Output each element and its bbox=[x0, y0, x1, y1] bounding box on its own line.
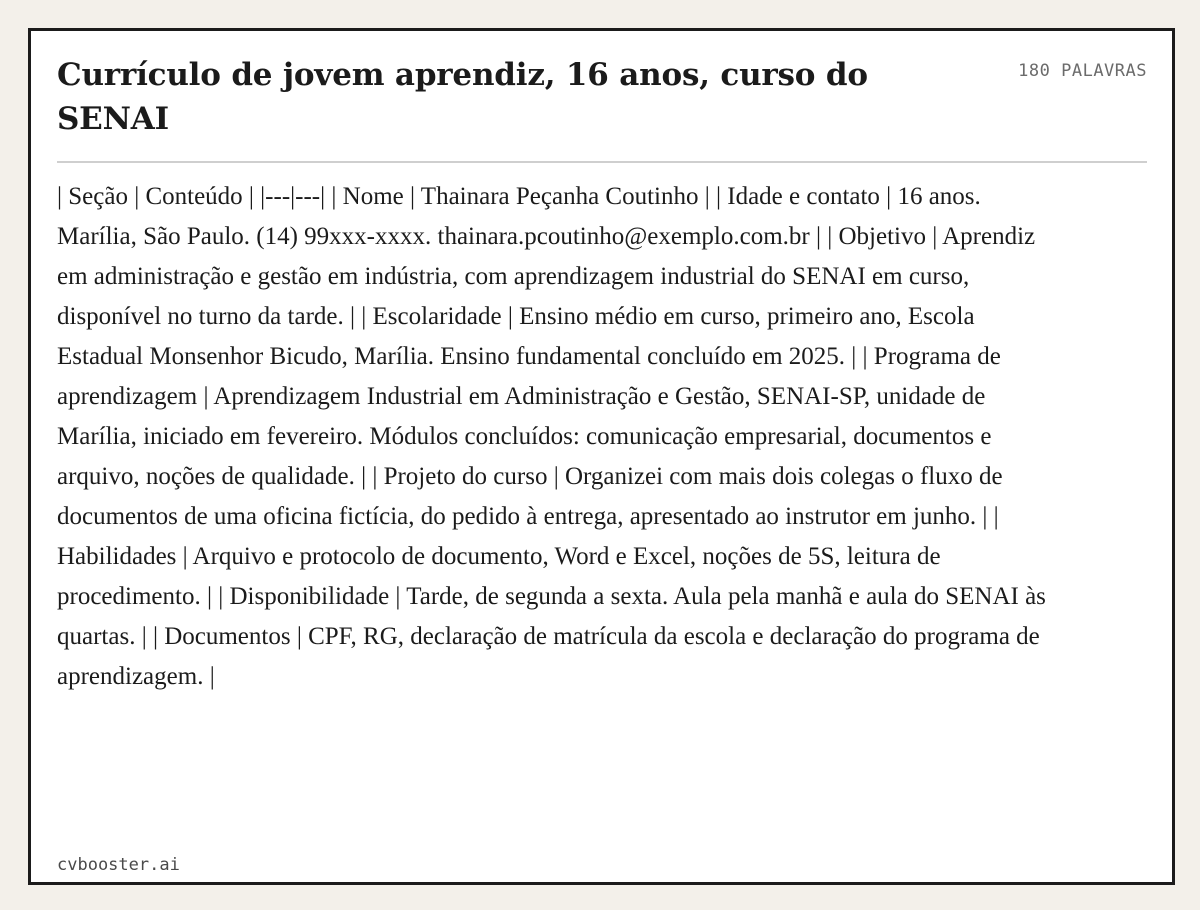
document-header bbox=[57, 53, 1147, 163]
document-body: | Seção | Conteúdo | |---|---| | Nome | Thainara Peçanha Coutinho | | Idade e contato | 16 anos. Marília, São Paulo. (14) 99xxx-xxxx. thainara.pcoutinho@exemplo.com.br | | Objetivo | Aprendiz em administração e gestão em indústria, com aprendizagem industrial do SENAI em curso, disponível no turno da tarde. | | Escolaridade | Ensino médio em curso, primeiro ano, Escola Estadual Monsenhor Bicudo, Marília. Ensino fundamental concluído em 2025. | | Programa de aprendizagem | Aprendizagem Industrial em Administração e Gestão, SENAI-SP, unidade de Marília, iniciado em fevereiro. Módulos concluídos: comunicação empresarial, documentos e arquivo, noções de qualidade. | | Projeto do curso | Organizei com mais dois colegas o fluxo de documentos de uma oficina fictícia, do pedido à entrega, apresentado ao instrutor em junho. | | Habilidades | Arquivo e protocolo de documento, Word e Excel, noções de 5S, leitura de procedimento. | | Disponibilidade | Tarde, de segunda a sexta. Aula pela manhã e aula do SENAI às quartas. | | Documentos | CPF, RG, declaração de matrícula da escola e declaração do programa de aprendizagem. | bbox=[57, 183, 1046, 690]
document-title: Currículo de jovem aprendiz, 16 anos, curso do SENAI bbox=[57, 57, 868, 137]
footer-brand: cvbooster.ai bbox=[57, 855, 180, 875]
word-count-badge: 180 PALAVRAS bbox=[1018, 61, 1147, 81]
header-divider bbox=[57, 161, 1147, 163]
document-card bbox=[28, 28, 1175, 885]
